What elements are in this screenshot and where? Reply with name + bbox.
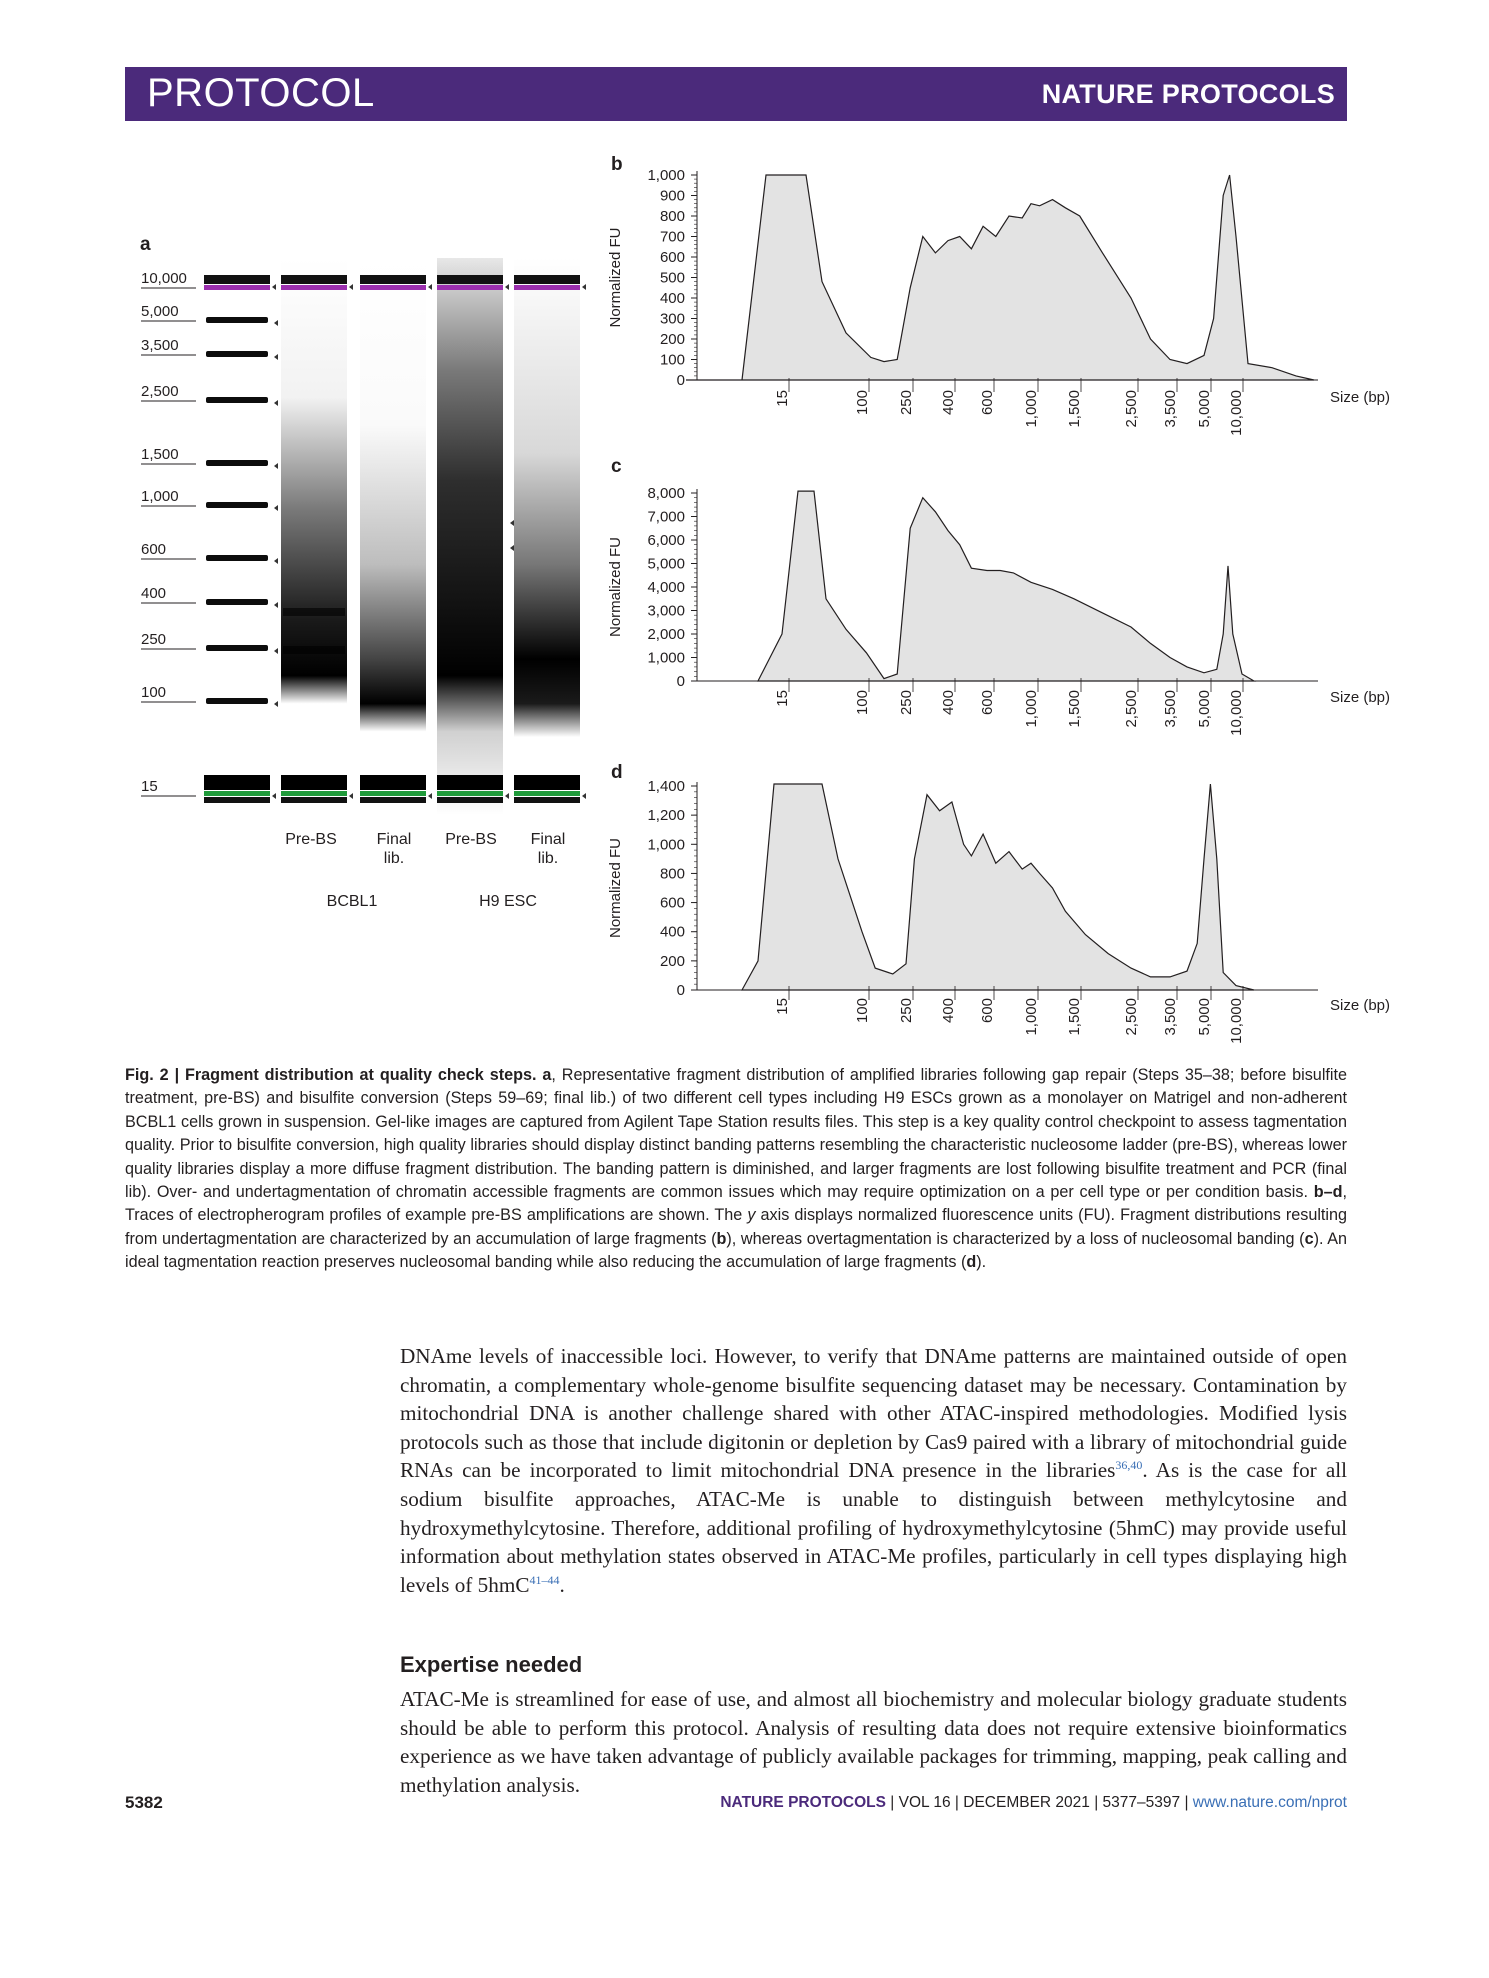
- ladder-band: [206, 351, 268, 357]
- electropherogram-d: [607, 778, 1390, 1044]
- x-axis-title: Size (bp): [1330, 689, 1391, 706]
- x-tick-label: 100: [854, 390, 871, 416]
- lower-marker-band: [204, 791, 270, 796]
- figure-caption: [125, 1064, 1347, 1275]
- ladder-label: 10,000: [141, 270, 187, 287]
- lane-marker-arrow: [274, 701, 278, 707]
- body-paragraph-1: [400, 1342, 1347, 1599]
- y-tick-label: 100: [659, 351, 685, 369]
- upper-marker-band: [281, 285, 347, 290]
- x-tick-label: 15: [774, 390, 791, 407]
- body-text-1b: . As is the case for all sodium bisulfite approaches, ATAC-Me is unable to distinguish between methylcytosine and hydroxymethylcytosine. Therefore, additional profiling of hydroxymethylcytosine (5hmC) may provide useful information about methylation states observed in ATAC-Me profiles, particularly in cell types displaying high levels of 5hmC: [400, 1458, 1347, 1597]
- upper-marker-band: [204, 285, 270, 290]
- footer-volume: VOL 16: [898, 1794, 951, 1811]
- upper-marker-band: [514, 285, 580, 290]
- lane-marker-arrow: [274, 602, 278, 608]
- electropherogram-c: [607, 485, 1390, 736]
- y-tick-label: 1,000: [647, 167, 685, 184]
- ladder-label: 100: [141, 684, 167, 701]
- lane-labels: [285, 831, 565, 910]
- electropherogram-b: [607, 167, 1390, 436]
- gel-band: [281, 797, 347, 803]
- gel-band: [437, 775, 503, 790]
- x-axis-title: Size (bp): [1330, 389, 1391, 406]
- caption-text-5: ). An ideal tagmentation reaction preserves nucleosomal banding while also reducing the accumulation of large fragments (: [125, 1229, 1347, 1272]
- x-tick-label: 10,000: [1228, 998, 1245, 1044]
- lane-marker-arrow: [582, 284, 586, 290]
- lane-marker-arrow: [510, 520, 514, 526]
- x-tick-label: 2,500: [1123, 390, 1140, 428]
- x-tick-label: 2,500: [1123, 998, 1140, 1036]
- x-tick-label: 10,000: [1228, 690, 1245, 736]
- ladder-band: [206, 502, 268, 508]
- ladder-band: [206, 698, 268, 704]
- lane-marker-arrow: [428, 284, 432, 290]
- y-tick-label: 500: [659, 269, 685, 287]
- y-tick-label: 800: [659, 208, 685, 225]
- lane-marker-arrow: [274, 505, 278, 511]
- x-tick-label: 400: [940, 998, 957, 1024]
- y-tick-label: 8,000: [647, 485, 685, 502]
- gel-band: [514, 275, 580, 284]
- y-axis-title: Normalized FU: [607, 837, 624, 939]
- y-tick-label: 600: [659, 894, 685, 912]
- group-label-bcbl1: BCBL1: [326, 893, 378, 910]
- ladder-label: 5,000: [141, 303, 179, 320]
- gel-lane-h9-final: [514, 258, 580, 815]
- trace-area: [686, 175, 1314, 380]
- y-tick-label: 0: [676, 673, 685, 690]
- lane-marker-arrow: [349, 793, 353, 799]
- x-tick-label: 600: [979, 390, 996, 416]
- x-tick-label: 3,500: [1162, 690, 1179, 728]
- section-heading-expertise: Expertise needed: [400, 1652, 583, 1677]
- caption-c-marker: c: [1304, 1229, 1314, 1248]
- lower-marker-band: [281, 791, 347, 796]
- gel-band: [360, 775, 426, 790]
- y-tick-label: 800: [659, 865, 685, 883]
- ladder-labels: [141, 270, 196, 796]
- footer-url-link[interactable]: www.nature.com/nprot: [1192, 1794, 1347, 1811]
- section-label: PROTOCOL: [147, 71, 375, 115]
- y-axis-title: Normalized FU: [607, 536, 624, 638]
- ladder-band: [206, 645, 268, 651]
- y-tick-label: 6,000: [647, 532, 685, 549]
- lower-marker-band: [514, 791, 580, 796]
- footer-sep-1: |: [885, 1794, 899, 1811]
- y-tick-label: 200: [659, 952, 685, 970]
- lane-marker-arrow: [272, 793, 276, 799]
- ladder-label: 400: [141, 585, 167, 602]
- y-tick-label: 3,000: [647, 602, 685, 620]
- ladder-band: [206, 317, 268, 323]
- footer-sep-4: |: [1180, 1794, 1193, 1811]
- group-label-h9esc: H9 ESC: [479, 893, 537, 910]
- gel-band: [204, 797, 270, 803]
- lane-marker-arrow: [274, 463, 278, 469]
- gel-lane-bcbl1-prebs: [281, 258, 347, 815]
- ladder-band: [206, 599, 268, 605]
- y-tick-label: 900: [659, 187, 685, 205]
- gel-band: [283, 646, 345, 654]
- footer-journal: NATURE PROTOCOLS: [720, 1794, 886, 1811]
- lane-marker-arrow: [272, 284, 276, 290]
- x-tick-label: 1,500: [1066, 690, 1083, 728]
- lane-marker-arrow: [428, 793, 432, 799]
- gel-lane-ladder: [204, 258, 270, 815]
- lower-marker-band: [437, 791, 503, 796]
- upper-marker-band: [360, 285, 426, 290]
- panel-b-label: b: [611, 154, 623, 175]
- x-tick-label: 2,500: [1123, 690, 1140, 728]
- body-text-1c: .: [559, 1572, 565, 1597]
- caption-text-4: ), whereas overtagmentation is characterized by a loss of nucleosomal banding (: [726, 1229, 1305, 1248]
- y-tick-label: 200: [659, 331, 685, 348]
- gel-band: [360, 275, 426, 284]
- panel-c-label: c: [611, 456, 622, 477]
- y-tick-label: 400: [659, 923, 685, 941]
- ladder-label: 600: [141, 541, 167, 558]
- y-axis-title: Normalized FU: [607, 227, 624, 328]
- gel-image: [204, 258, 586, 815]
- y-tick-label: 1,200: [647, 807, 685, 825]
- footer-citation: [720, 1794, 1347, 1812]
- x-tick-label: 3,500: [1162, 390, 1179, 428]
- caption-y-italic: y: [747, 1206, 756, 1225]
- x-axis-title: Size (bp): [1330, 997, 1391, 1014]
- x-tick-label: 250: [898, 690, 915, 716]
- caption-text-6: ).: [976, 1253, 987, 1272]
- x-tick-label: 15: [774, 690, 791, 707]
- lane-marker-arrow: [274, 558, 278, 564]
- page-number: 5382: [125, 1793, 163, 1812]
- trace-area: [742, 784, 1254, 990]
- ladder-band: [206, 397, 268, 403]
- x-tick-label: 600: [979, 690, 996, 716]
- x-tick-label: 5,000: [1196, 998, 1213, 1036]
- caption-text-3: axis displays normalized fluorescence units (FU). Fragment distributions resulting from undertagmentation are characterized by an accumulation of large fragments (: [125, 1206, 1348, 1248]
- x-tick-label: 400: [940, 690, 957, 716]
- lane-marker-arrow: [505, 793, 509, 799]
- upper-marker-band: [437, 285, 503, 290]
- lower-marker-band: [360, 791, 426, 796]
- panel-d-label: d: [611, 762, 623, 783]
- ref-41-44-link[interactable]: 41–44: [529, 1572, 560, 1587]
- x-tick-label: 5,000: [1196, 390, 1213, 428]
- x-tick-label: 400: [940, 390, 957, 416]
- gel-band: [514, 797, 580, 803]
- caption-b-marker: b: [716, 1229, 727, 1248]
- x-tick-label: 1,000: [1023, 998, 1040, 1036]
- x-tick-label: 1,000: [1023, 390, 1040, 428]
- x-tick-label: 1,000: [1023, 690, 1040, 728]
- lane-label-4: Final lib.: [530, 831, 566, 867]
- lane-marker-arrow: [349, 284, 353, 290]
- x-tick-label: 100: [854, 998, 871, 1024]
- y-tick-label: 1,000: [647, 649, 685, 667]
- y-tick-label: 7,000: [647, 508, 685, 526]
- y-tick-label: 700: [659, 228, 685, 246]
- lane-label-3: Pre-BS: [445, 831, 497, 848]
- caption-a-marker: a: [542, 1066, 552, 1084]
- x-tick-label: 3,500: [1162, 998, 1179, 1036]
- ladder-label: 250: [141, 631, 167, 648]
- x-tick-label: 1,500: [1066, 390, 1083, 428]
- lane-label-1: Pre-BS: [285, 831, 337, 848]
- ladder-label: 1,500: [141, 446, 179, 463]
- ladder-label: 15: [141, 778, 158, 795]
- caption-fig-label: Fig. 2 | Fragment distribution at quality check steps.: [125, 1066, 537, 1084]
- y-tick-label: 4,000: [647, 579, 685, 596]
- x-tick-label: 100: [854, 690, 871, 716]
- footer-date: DECEMBER 2021: [963, 1794, 1090, 1811]
- x-tick-label: 10,000: [1228, 390, 1245, 436]
- gel-band: [204, 275, 270, 284]
- x-tick-label: 250: [898, 998, 915, 1024]
- y-tick-label: 1,000: [647, 836, 685, 854]
- lane-marker-arrow: [274, 354, 278, 360]
- footer-sep-2: |: [950, 1794, 964, 1811]
- y-tick-label: 2,000: [647, 626, 685, 643]
- ladder-band: [206, 555, 268, 561]
- footer-pages: 5377–5397: [1102, 1794, 1181, 1811]
- x-tick-label: 600: [979, 998, 996, 1024]
- ref-36-40-link[interactable]: 36,40: [1115, 1458, 1143, 1473]
- x-tick-label: 5,000: [1196, 690, 1213, 728]
- caption-bd-marker: b–d: [1313, 1183, 1343, 1202]
- ladder-label: 2,500: [141, 383, 179, 400]
- panel-a-label: a: [140, 234, 151, 255]
- gel-band: [360, 797, 426, 803]
- y-tick-label: 600: [659, 249, 685, 266]
- ladder-band: [206, 460, 268, 466]
- trace-area: [758, 491, 1254, 681]
- gel-lane-h9-prebs: [437, 258, 503, 815]
- y-tick-label: 1,400: [647, 778, 685, 795]
- lane-marker-arrow: [274, 320, 278, 326]
- y-tick-label: 400: [659, 290, 685, 307]
- body-paragraph-2: ATAC-Me is streamlined for ease of use, and almost all biochemistry and molecular biology graduate students should be able to perform this protocol. Analysis of resulting data does not require extensive bioinformatics experience as we have taken advantage of publicly available packages for trimming, mapping, peak calling and methylation analysis.: [400, 1687, 1347, 1797]
- lane-label-2: Final lib.: [376, 831, 412, 867]
- lane-marker-arrow: [582, 793, 586, 799]
- y-tick-label: 0: [676, 372, 685, 389]
- journal-title: NATURE PROTOCOLS: [1041, 79, 1335, 109]
- x-tick-label: 15: [774, 998, 791, 1015]
- y-tick-label: 0: [676, 982, 685, 999]
- gel-band: [437, 797, 503, 803]
- ladder-label: 1,000: [141, 488, 179, 505]
- body-text-1a: DNAme levels of inaccessible loci. However, to verify that DNAme patterns are maintained outside of open chromatin, a complementary whole-genome bisulfite sequencing dataset may be necessary. Contamination by mitochondrial DNA is another challenge shared with other ATAC-inspired methodologies. Modified lysis protocols such as those that include digitonin or depletion by Cas9 paired with a library of mitochondrial guide RNAs can be incorporated to limit mitochondrial DNA presence in the libraries: [400, 1344, 1347, 1483]
- gel-band: [204, 775, 270, 790]
- lane-marker-arrow: [274, 400, 278, 406]
- y-tick-label: 5,000: [647, 555, 685, 573]
- caption-text-1: , Representative fragment distribution of amplified libraries following gap repair (Steps 35–38; before bisulfite treatment, pre-BS) and bisulfite conversion (Steps 59–69; final lib.) of two different cell types including H9 ESCs grown as a monolayer on Matrigel and non-adherent BCBL1 cells grown in suspension. Gel-like images are captured from Agilent Tape Station results files. This step is a key quality control checkpoint to assess tagmentation quality. Prior to bisulfite conversion, high quality libraries should display distinct banding patterns resembling the characteristic nucleosome ladder (pre-BS), whereas lower quality libraries display a more diffuse fragment distribution. The banding pattern is diminished, and larger fragments are lost following bisulfite treatment and PCR (final lib). Over- and undertagmentation of chromatin accessible fragments are common issues which may require optimization on a per cell type or per condition basis.: [125, 1066, 1348, 1202]
- gel-band: [514, 775, 580, 790]
- lane-marker-arrow: [274, 648, 278, 654]
- gel-band: [281, 275, 347, 284]
- footer-sep-3: |: [1089, 1794, 1103, 1811]
- x-tick-label: 1,500: [1066, 998, 1083, 1036]
- gel-band: [437, 275, 503, 284]
- caption-d-marker: d: [966, 1253, 977, 1272]
- lane-marker-arrow: [505, 284, 509, 290]
- y-tick-label: 300: [659, 310, 685, 328]
- x-tick-label: 250: [898, 390, 915, 416]
- gel-band: [283, 608, 345, 616]
- gel-band: [281, 775, 347, 790]
- gel-lane-bcbl1-final: [360, 258, 426, 815]
- caption-text-2: , Traces of electropherogram profiles of example pre-BS amplifications are shown. The: [125, 1183, 1347, 1225]
- ladder-label: 3,500: [141, 337, 179, 354]
- lane-marker-arrow: [510, 545, 514, 551]
